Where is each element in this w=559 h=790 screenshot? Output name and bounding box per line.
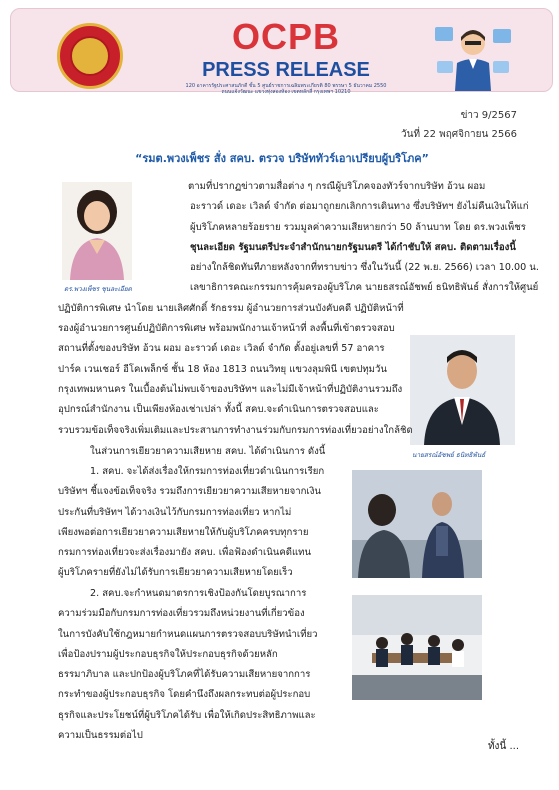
press-release-label: PRESS RELEASE [202, 59, 370, 81]
office-address [151, 83, 421, 95]
paragraph-line: รวบรวมข้อเท็จจริงเพิ่มเติมและประสานการทำงานร่วมกับกรมการท่องเที่ยวอย่างใกล้ชิด [58, 424, 413, 436]
paragraph-line: บริษัทฯ ชี้แจงข้อเท็จจริง รวมถึงการเยียวยาความเสียหายจากเงิน [58, 486, 321, 498]
paragraph-line: อย่างใกล้ชิดทันทีภายหลังจากที่ทราบข่าว ซึ่งในวันนี้ (22 พ.ย. 2566) เวลา 10.00 น. [190, 262, 539, 274]
paragraph-line: ธุรกิจและประโยชน์ที่ผู้บริโภคได้รับ เพื่อให้เกิดประสิทธิภาพและ [58, 709, 316, 721]
paragraph-line: อะราวด์ เดอะ เวิลด์ จำกัด ต่อมาถูกยกเลิกการเดินทาง ซึ่งบริษัทฯ ยังไม่คืนเงินให้แก่ [190, 201, 529, 213]
paragraph-line: 1. สคบ. จะได้ส่งเรื่องให้กรมการท่องเที่ยวดำเนินการเรียก [90, 466, 325, 477]
paragraph-line: ตามที่ปรากฏข่าวตามสื่อต่าง ๆ กรณีผู้บริโภคจองทัวร์จากบริษัท อ้วน ผอม [188, 181, 486, 192]
paragraph-line: ความร่วมมือกับกรมการท่องเที่ยวรวมถึงหน่วยงานที่เกี่ยวข้อง [58, 608, 305, 620]
paragraph-line: ชุนละเอียด รัฐมนตรีประจำสำนักนายกรัฐมนตรี ได้กำชับให้ สคบ. ติดตามเรื่องนี้ [190, 241, 516, 253]
seal-emblem [70, 36, 110, 76]
paragraph-line: เพียงพอต่อการเยียวยาความเสียหายให้กับผู้บริโภคครบทุกราย [58, 526, 309, 538]
minister-caption: ดร.พวงเพ็ชร ชุนละเอียด [64, 285, 132, 293]
inspection-photo-1 [352, 470, 482, 578]
paragraph-line: รองผู้อำนวยการศูนย์ปฏิบัติการพิเศษ พร้อมพนักงานเจ้าหน้าที่ ลงพื้นที่เข้าตรวจสอบ [58, 323, 395, 335]
paragraph-line: ผู้บริโภครายที่ยังไม่ได้รับการเยียวยาความเสียหายโดยเร็ว [58, 567, 293, 579]
paragraph-line: ความเป็นธรรมต่อไป [58, 730, 143, 742]
paragraph-line: ปฏิบัติการพิเศษ นำโดย นายเลิศศักดิ์ รักธรรม ผู้อำนวยการส่วนบังคับคดี ปฏิบัติหน้าที่ [58, 302, 404, 314]
paragraph-line: กรมการท่องเที่ยวจะส่งเรื่องมายัง สคบ. เพื่อฟ้องดำเนินคดีแทน [58, 547, 312, 559]
paragraph-1 [58, 177, 539, 441]
address-line-2: ถนนแจ้งวัฒนะ แขวงทุ่งสองห้อง เขตหลักสี่ กรุงเทพฯ 10210 [221, 89, 351, 95]
mascot-illustration [433, 21, 513, 91]
paragraph-line: 2. สคบ.จะกำหนดมาตรการเชิงป้องกันโดยบูรณาการ [90, 588, 307, 599]
paragraph-line: ประกันที่บริษัทฯ ได้วางเงินไว้กับกรมการท่องเที่ยว หากไม่ [58, 506, 292, 518]
release-date: วันที่ 22 พฤศจิกายน 2566 [401, 129, 517, 140]
paragraph-line: ธรรมาภิบาล และปกป้องผู้บริโภคที่ได้รับความเสียหายจากการ [58, 669, 311, 681]
paragraph-line: เพื่อป้องปรามผู้ประกอบธุรกิจให้ประกอบธุรกิจด้วยหลัก [58, 648, 278, 660]
secretary-general-caption: นายสรณ์อัชพย์ ธนิทธิพันธ์ [412, 451, 486, 459]
paragraph-line: ผู้บริโภคหลายร้อยราย รวมมูลค่าความเสียหายกว่า 50 ล้านบาท โดย ดร.พวงเพ็ชร [190, 221, 526, 233]
brand-name: OCPB [231, 16, 340, 57]
remedy-item-1 [58, 462, 324, 584]
paragraph-line: อุปกรณ์สำนักงาน เป็นเพียงห้องเช่าเปล่า ทั้งนี้ สคบ.จะดำเนินการตรวจสอบและ [58, 404, 379, 416]
paragraph-line: สถานที่ตั้งของบริษัท อ้วน ผอม อะราวด์ เดอะ เวิลด์ จำกัด ตั้งอยู่เลขที่ 57 อาคาร [58, 343, 385, 355]
paragraph-line: ในการบังคับใช้กฎหมายกำหนดแผนการตรวจสอบบริษัทนำเที่ยว [58, 628, 318, 640]
paragraph-line: กรุงเทพมหานคร ในเบื้องต้นไม่พบเจ้าของบริษัทฯ และไม่มีเจ้าหน้าที่ปฏิบัติงานรวมถึง [58, 383, 403, 395]
document-number: ข่าว 9/2567 [460, 110, 517, 121]
paragraph-line: เลขาธิการคณะกรรมการคุ้มครองผู้บริโภค นายธสรณ์อัชพย์ ธนิทธิพันธ์ สั่งการให้ศูนย์ [190, 282, 539, 294]
paragraph-line: ปาร์ค เวนเชอร์ อีโคเพล็กซ์ ชั้น 18 ห้อง 1813 ถนนวิทยุ แขวงลุมพินี เขตปทุมวัน [58, 363, 387, 375]
inspection-photo-2 [352, 595, 482, 700]
paragraph-line: กระทำของผู้ประกอบธุรกิจ โดยคำนึงถึงผลกระทบต่อผู้ประกอบ [58, 689, 311, 701]
remedy-item-2 [58, 584, 318, 746]
closing-text: ทั้งนี้ ... [487, 741, 519, 752]
address-line-1: 120 อาคารรัฐประศาสนภักดี ชั้น 5 ศูนย์ราชการเฉลิมพระเกียรติ 80 พรรษา 5 ธันวาคม 2550 [185, 83, 387, 89]
remedies-intro: ในส่วนการเยียวยาความเสียหาย สคบ. ได้ดำเนินการ ดังนี้ [90, 446, 326, 457]
headline: “รมต.พวงเพ็ชร สั่ง สคบ. ตรวจ บริษัททัวร์เอาเปรียบผู้บริโภค” [135, 152, 429, 165]
press-release-header [10, 8, 553, 95]
ocpb-seal-logo [57, 23, 123, 89]
